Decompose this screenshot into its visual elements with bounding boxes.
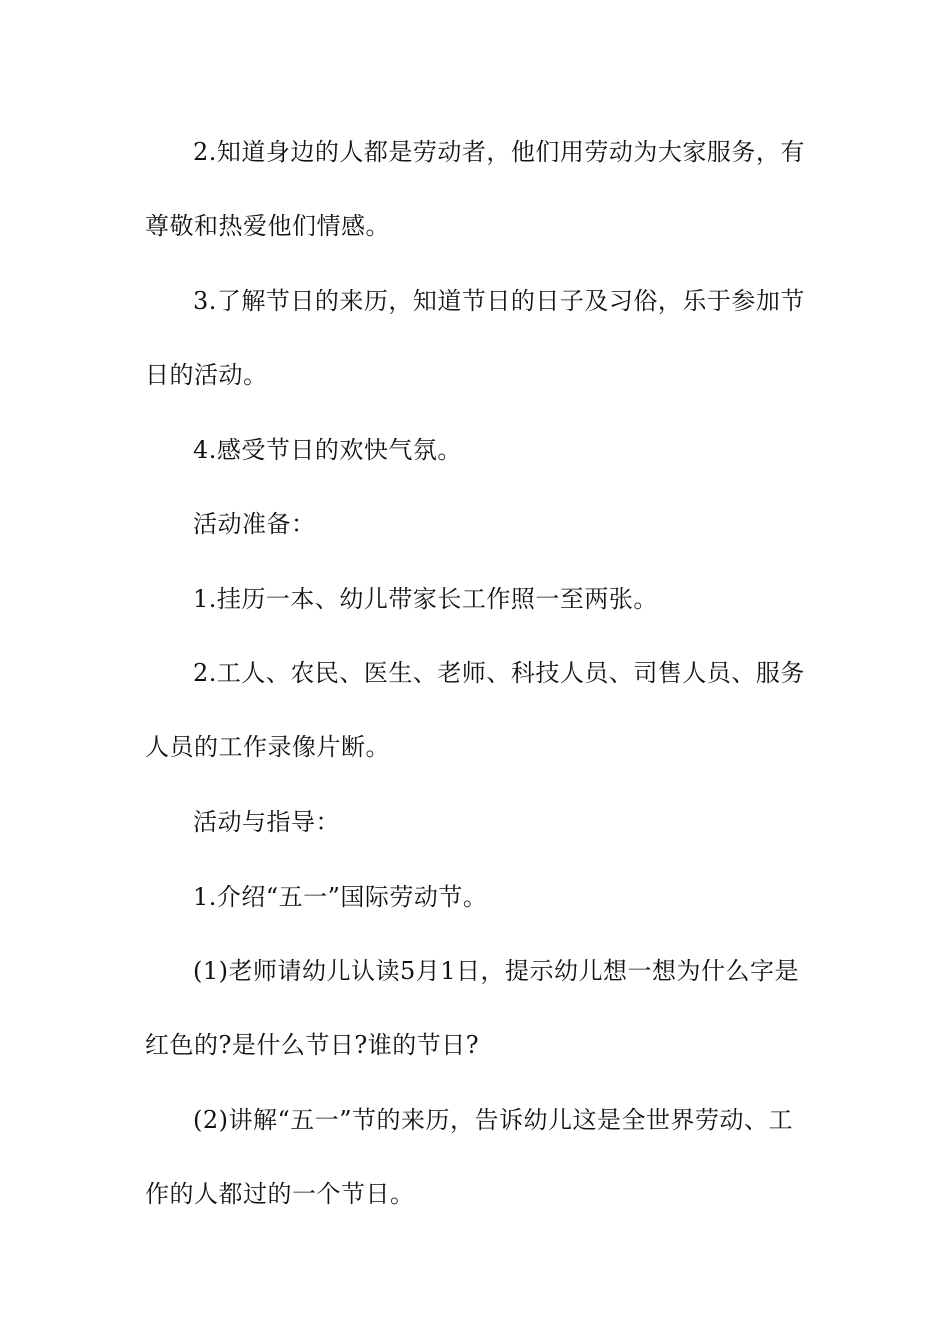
paragraph-line: 2.工人、农民、医生、老师、科技人员、司售人员、服务: [193, 659, 805, 687]
paragraph-line: 3.了解节日的来历，知道节日的日子及习俗，乐于参加节: [193, 287, 805, 315]
paragraph-line: 尊敬和热爱他们情感。: [145, 212, 390, 240]
paragraph-line: 作的人都过的一个节日。: [145, 1180, 415, 1208]
paragraph-line: 红色的?是什么节日?谁的节日?: [145, 1031, 480, 1059]
paragraph-line: 4.感受节日的欢快气氛。: [193, 436, 462, 464]
paragraph-line: 日的活动。: [145, 361, 268, 389]
section-heading: 活动与指导：: [193, 808, 340, 836]
paragraph-line: (2)讲解“五一”节的来历，告诉幼儿这是全世界劳动、工: [193, 1106, 794, 1134]
paragraph-line: (1)老师请幼儿认读5月1日，提示幼儿想一想为什么字是: [193, 957, 800, 985]
paragraph-line: 人员的工作录像片断。: [145, 733, 390, 761]
paragraph-line: 2.知道身边的人都是劳动者，他们用劳动为大家服务，有: [193, 138, 805, 166]
paragraph-line: 1.介绍“五一”国际劳动节。: [193, 883, 488, 911]
section-heading: 活动准备：: [193, 510, 316, 538]
paragraph-line: 1.挂历一本、幼儿带家长工作照一至两张。: [193, 585, 658, 613]
